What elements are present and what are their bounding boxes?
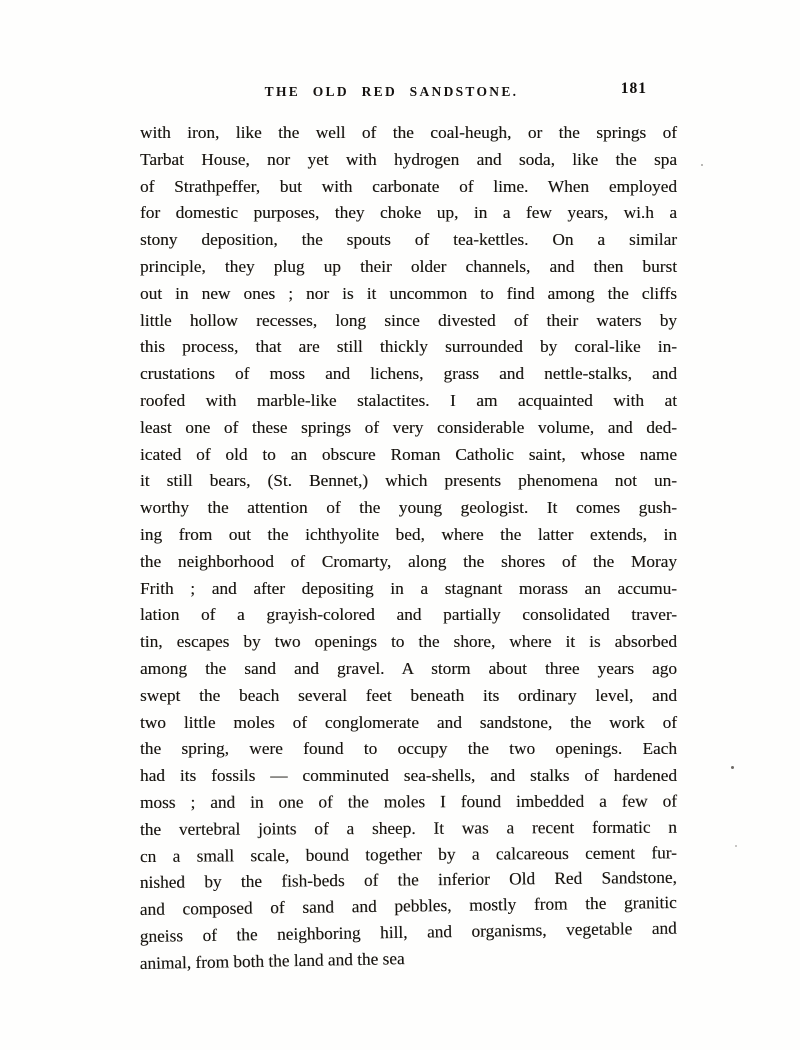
text-line: roofed with marble-like stalactites. I am acquainted with at — [140, 390, 677, 410]
text-line: icated of old to an obscure Roman Catholic saint, whose name — [140, 444, 677, 464]
text-line: swept the beach several feet beneath its ordinary level, and — [140, 685, 677, 705]
page-number: 181 — [620, 80, 647, 97]
text-line: among the sand and gravel. A storm about three years ago — [140, 658, 677, 678]
text-line: two little moles of conglomerate and sandstone, the work of — [140, 712, 677, 732]
scan-speck — [735, 845, 737, 847]
text-line: gneiss of the neighboring hill, and organisms, vegetable and — [139, 918, 677, 946]
text-line: with iron, like the well of the coal-heugh, or the springs of — [140, 123, 677, 142]
text-line: out in new ones ; nor is it uncommon to find among the cliffs — [140, 283, 677, 303]
text-line: ing from out the ichthyolite bed, where the latter extends, in — [140, 524, 677, 544]
text-line: the neighborhood of Cromarty, along the shores of the Moray — [140, 551, 677, 571]
text-line: for domestic purposes, they choke up, in a few years, wi.h a — [140, 203, 677, 223]
text-line: moss ; and in one of the moles I found imbedded a few of — [139, 791, 677, 812]
text-line: least one of these springs of very considerable volume, and ded- — [140, 417, 677, 437]
text-line: and composed of sand and pebbles, mostly from the granitic — [139, 893, 677, 920]
text-line: stony deposition, the spouts of tea-kettles. On a similar — [140, 230, 677, 250]
text-line: Tarbat House, nor yet with hydrogen and soda, like the spa — [140, 149, 677, 169]
text-line: of Strathpeffer, but with carbonate of lime. When employed — [140, 176, 677, 196]
text-line: nished by the fish-beds of the inferior Old Red Sandstone, — [139, 868, 677, 893]
text-line: the vertebral joints of a sheep. It was a recent formatic n — [139, 817, 677, 839]
text-line: worthy the attention of the young geologist. It comes gush- — [140, 498, 677, 518]
scan-speck — [731, 766, 734, 769]
text-line: principle, they plug up their older channels, and then burst — [140, 256, 677, 276]
text-line: tin, escapes by two openings to the shore, where it is absorbed — [140, 632, 677, 652]
text-line: Frith ; and after depositing in a stagnant morass an accumu- — [140, 578, 677, 598]
text-line: the spring, were found to occupy the two openings. Each — [140, 739, 677, 759]
text-line: little hollow recesses, long since divested of their waters by — [140, 310, 677, 330]
scan-speck — [701, 164, 703, 166]
body-text — [140, 120, 677, 978]
text-line: crustations of moss and lichens, grass and nettle-stalks, and — [140, 364, 677, 384]
text-line: had its fossils — comminuted sea-shells, and stalks of hardened — [140, 766, 677, 786]
text-line: lation of a grayish-colored and partially consolidated traver- — [140, 605, 677, 625]
text-line: this process, that are still thickly surrounded by coral-like in- — [140, 337, 677, 357]
running-header: THE OLD RED SANDSTONE. — [264, 84, 519, 99]
page-header — [140, 80, 677, 104]
text-line: cn a small scale, bound together by a calcareous cement fur- — [139, 842, 677, 866]
text-line: it still bears, (St. Bennet,) which presents phenomena not un- — [140, 471, 677, 491]
text-line: animal, from both the land and the sea — [139, 948, 405, 973]
